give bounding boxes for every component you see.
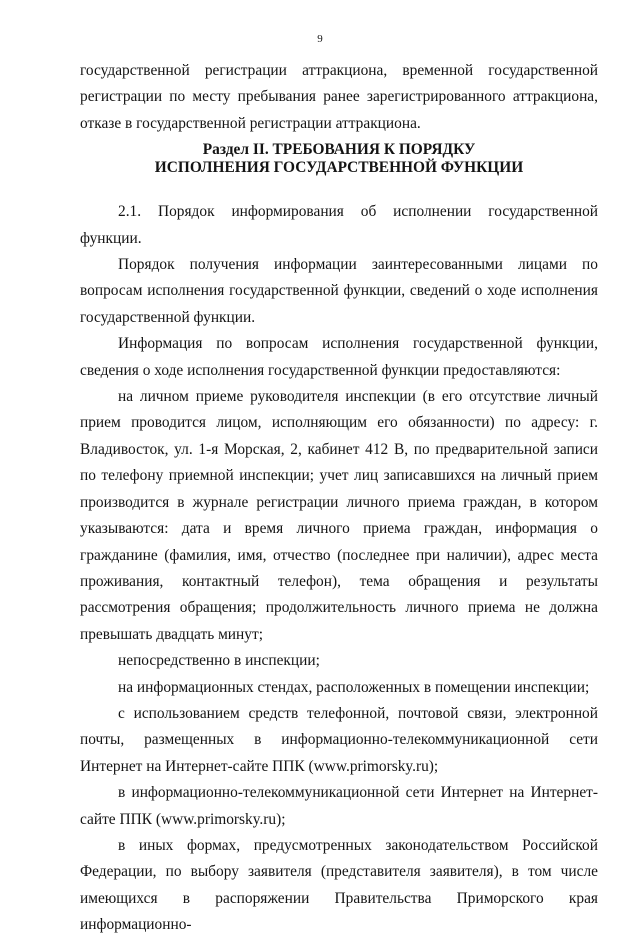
section-title-line-1: Раздел II. ТРЕБОВАНИЯ К ПОРЯДКУ <box>202 141 476 159</box>
paragraph-info-provided: Информация по вопросам исполнения государственной функции, сведения о ходе исполнения государственной функции предоставляются: <box>80 335 598 379</box>
paragraph-other-forms: в иных формах, предусмотренных законодательством Российской Федерации, по выбору заявителя (представителя заявителя), в том числе имеющихся в распоряжении Правительства Приморского края информационно- <box>80 836 598 934</box>
paragraph-info-stands: на информационных стендах, расположенных в помещении инспекции; <box>118 678 590 696</box>
paragraph-info-procedure: Порядок получения информации заинтересованными лицами по вопросам исполнения государственной функции, сведений о ходе исполнения государственной функции. <box>80 256 598 326</box>
paragraph-phone-mail: с использованием средств телефонной, почтовой связи, электронной почты, размещенных в информационно-телекоммуникационной сети Интернет на Интернет-сайте ППК (www.primorsky.ru); <box>80 704 598 775</box>
intro-paragraph: государственной регистрации аттракциона, временной государственной регистрации по месту пребывания ранее зарегистрированного аттракциона, отказе в государственной регистрации аттракциона. <box>80 62 598 132</box>
paragraph-in-inspection: непосредственно в инспекции; <box>118 652 320 670</box>
paragraph-2-1: 2.1. Порядок информирования об исполнении государственной функции. <box>80 203 598 247</box>
document-body <box>80 58 598 939</box>
page-number: 9 <box>317 33 323 45</box>
paragraph-internet: в информационно-телекоммуникационной сети Интернет на Интернет-сайте ППК (www.primorsky.ru); <box>80 784 598 828</box>
paragraph-personal-reception: на личном приеме руководителя инспекции (в его отсутствие личный прием проводится лицом, исполняющим его обязанности) по адресу: г. Владивосток, ул. 1-я Морская, 2, кабинет 412 В, по предварительной записи по телефону приемной инспекции; учет лиц записавшихся на личный прием производится в журнале регистрации личного приема граждан, в котором указываются: дата и время личного приема граждан, информация о гражданине (фамилия, имя, отчество (последнее при наличии), адрес места проживания, контактный телефон), тема обращения и результаты рассмотрения обращения; продолжительность личного приема не должна превышать двадцать минут; <box>80 388 598 643</box>
section-title-line-2: ИСПОЛНЕНИЯ ГОСУДАРСТВЕННОЙ ФУНКЦИИ <box>154 159 524 177</box>
section-heading <box>80 141 598 177</box>
